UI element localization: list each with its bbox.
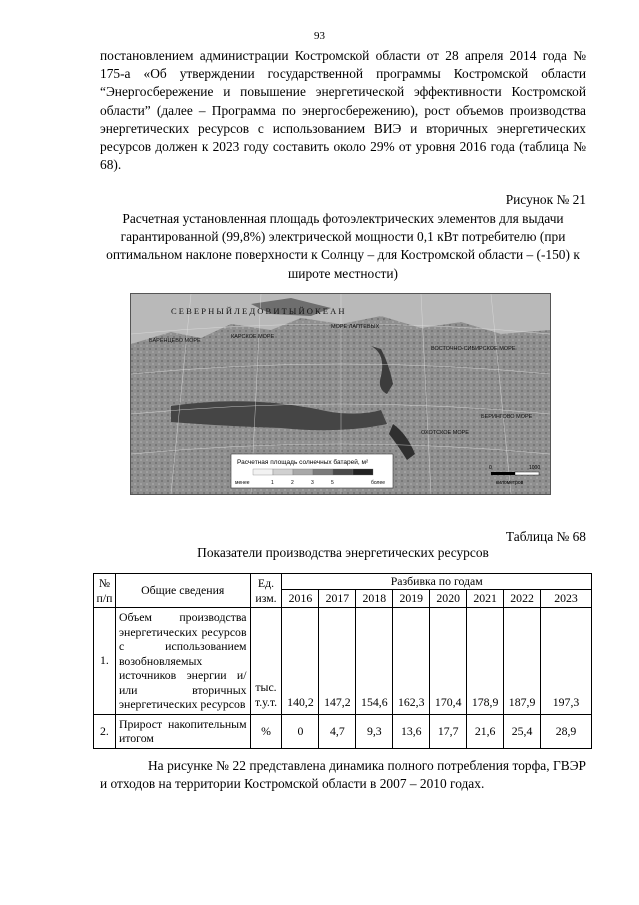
row-value: 170,4 (430, 608, 467, 715)
row-value: 154,6 (356, 608, 393, 715)
row-value: 147,2 (319, 608, 356, 715)
solar-area-map (130, 293, 551, 495)
closing-paragraph: На рисунке № 22 представлена динамика полного потребления торфа, ГВЭР и отходов на территории Костромской области в 2007 – 2010 годах. (100, 758, 586, 792)
row-value: 17,7 (430, 714, 467, 748)
sea-label: ОХОТСКОЕ МОРЕ (421, 430, 469, 436)
sea-label: ВОСТОЧНО-СИБИРСКОЕ МОРЕ (431, 346, 516, 352)
sea-label: БЕРИНГОВО МОРЕ (481, 414, 533, 420)
intro-paragraph: постановлением администрации Костромской области от 28 апреля 2014 года № 175-а «Об утверждении государственной программы Костромской области “Энергосбережение и повышение энергетической эффективности Костромской области” (далее – Программа по энергосбережению), рост объемов производства энергетических ресурсов с использованием ВИЭ и вторичных энергетических ресурсов должен к 2023 году составить около 29% от уровня 2016 года (таблица № 68). (100, 48, 586, 173)
row-value: 187,9 (504, 608, 541, 715)
legend-title: Расчетная площадь солнечных батарей, м² (237, 459, 369, 466)
scale-label: 1000 (529, 465, 541, 471)
sea-label: МОРЕ ЛАПТЕВЫХ (331, 324, 380, 330)
row-value: 197,3 (541, 608, 592, 715)
row-value: 162,3 (393, 608, 430, 715)
row-num: 2. (94, 714, 116, 748)
header-general: Общие сведения (115, 574, 250, 608)
scale-unit: километров (496, 480, 524, 486)
legend-low: менее (235, 480, 250, 486)
row-unit: тыс. т.у.т. (250, 608, 282, 715)
ocean-label: С Е В Е Р Н Ы Й Л Е Д О В И Т Ы Й О К Е А Н (171, 306, 345, 316)
year-header: 2019 (393, 590, 430, 608)
scale-label: 0 (489, 465, 492, 471)
sea-label: КАРСКОЕ МОРЕ (231, 334, 275, 340)
legend-tick: 3 (311, 480, 314, 486)
row-num: 1. (94, 608, 116, 715)
row-unit: % (250, 714, 282, 748)
year-header: 2022 (504, 590, 541, 608)
legend-tick: 1 (271, 480, 274, 486)
table-title: Показатели производства энергетических ресурсов (197, 545, 489, 560)
legend-tick: 5 (331, 480, 334, 486)
row-value: 178,9 (467, 608, 504, 715)
row-description: Прирост накопительным итогом (115, 714, 250, 748)
year-header: 2020 (430, 590, 467, 608)
row-value: 13,6 (393, 714, 430, 748)
energy-production-table (93, 573, 592, 749)
header-num: № п/п (94, 574, 116, 608)
year-header: 2017 (319, 590, 356, 608)
row-value: 9,3 (356, 714, 393, 748)
row-description: Объем производства энергетических ресурсов с использованием возобновляемых источников энергии и/или вторичных энергетических ресурсов (115, 608, 250, 715)
table-row (94, 608, 592, 715)
table-header-row (94, 574, 592, 590)
row-value: 25,4 (504, 714, 541, 748)
legend-tick: 2 (291, 480, 294, 486)
year-header: 2018 (356, 590, 393, 608)
map-legend (231, 454, 393, 488)
year-header: 2021 (467, 590, 504, 608)
header-unit: Ед. изм. (250, 574, 282, 608)
year-header: 2016 (282, 590, 319, 608)
table-row (94, 714, 592, 748)
row-value: 140,2 (282, 608, 319, 715)
map-graphic (131, 294, 550, 494)
page-number: 93 (314, 30, 325, 42)
row-value: 21,6 (467, 714, 504, 748)
row-value: 28,9 (541, 714, 592, 748)
header-years-group: Разбивка по годам (282, 574, 592, 590)
year-header: 2023 (541, 590, 592, 608)
sea-label: БАРЕНЦЕВО МОРЕ (149, 338, 201, 344)
row-value: 0 (282, 714, 319, 748)
figure-label: Рисунок № 21 (505, 192, 586, 207)
row-value: 4,7 (319, 714, 356, 748)
table-label: Таблица № 68 (505, 529, 586, 544)
legend-high: более (371, 480, 386, 486)
figure-caption: Расчетная установленная площадь фотоэлектрических элементов для выдачи гарантированной (99,8%) электрической мощности 0,1 кВт потребителю (при оптимальном наклоне поверхности к Солнцу – для Костромской области – (-150) к широте местности) (106, 211, 580, 281)
